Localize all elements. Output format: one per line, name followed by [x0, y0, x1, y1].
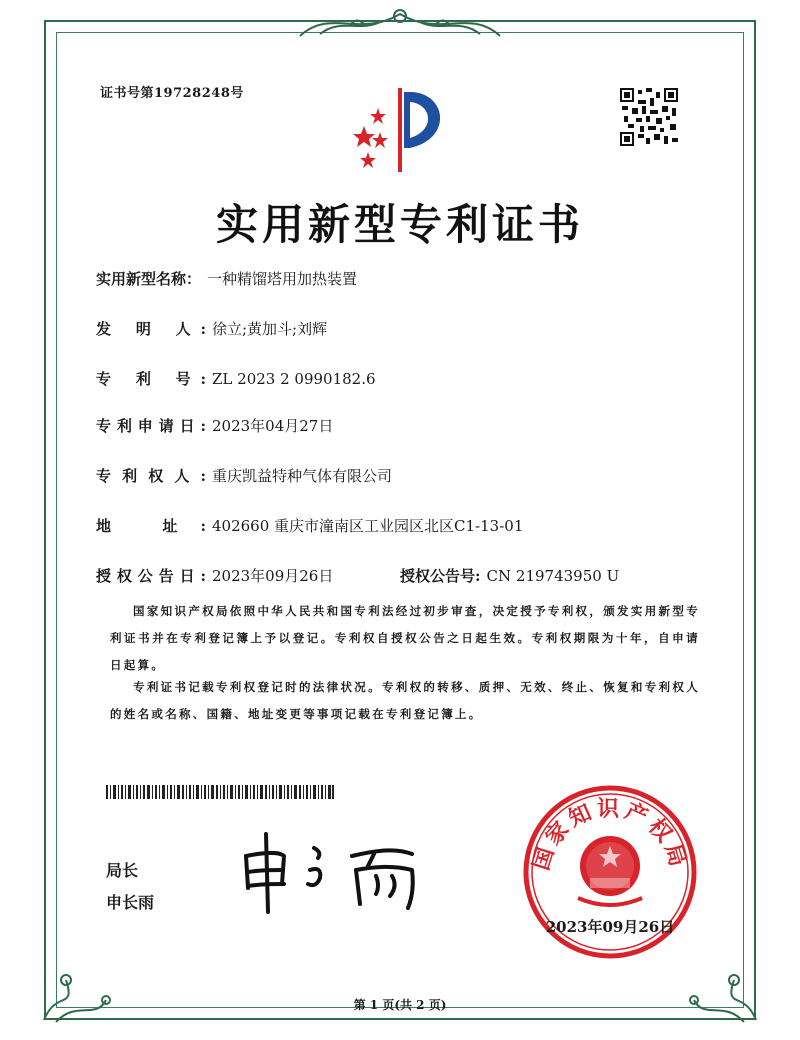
qr-code: [620, 88, 678, 146]
grant-date-label: 授权公告日:: [96, 567, 206, 585]
patent-number-row: [96, 368, 376, 389]
handwritten-signature: [236, 826, 436, 916]
patent-number-label: 专 利 号:: [96, 370, 206, 388]
utility-model-name-row: [96, 268, 357, 289]
address-value: 402660 重庆市潼南区工业园区北区C1-13-01: [212, 517, 524, 535]
director-title: 局长: [106, 861, 139, 880]
inventor-label: 发 明 人:: [96, 320, 206, 338]
patentee-row: [96, 465, 392, 486]
legal-status-paragraph: 专利证书记载专利权登记时的法律状况。专利权的转移、质押、无效、终止、恢复和专利权人的姓名或名称、国籍、地址变更等事项记载在专利登记簿上。: [110, 680, 700, 721]
seal-text: 国家知识产权局: [528, 797, 692, 874]
patentee-label: 专利权人:: [96, 467, 206, 485]
grant-publication-number-row: [400, 565, 619, 586]
filing-date-label: 专利申请日:: [96, 417, 206, 435]
grant-date-value: 2023年09月26日: [212, 567, 334, 585]
barcode: [106, 785, 334, 799]
inventor-value: 徐立;黄加斗;刘辉: [212, 320, 328, 338]
address-label: 地 址:: [96, 517, 206, 535]
bottom-right-floral-ornament: [684, 960, 764, 1030]
certificate-number: 证书号第19728248号: [100, 86, 244, 101]
patentee-value: 重庆凯益特种气体有限公司: [212, 467, 393, 485]
utility-model-name-label: 实用新型名称：: [96, 270, 202, 288]
seal-date: 2023年09月26日: [545, 918, 675, 936]
certificate-title: 实用新型专利证书: [215, 200, 584, 249]
utility-model-name-value: 一种精馏塔用加热装置: [207, 270, 358, 288]
grant-date-row: [96, 565, 333, 586]
grant-publication-number-label: 授权公告号:: [400, 567, 481, 585]
grant-statement-paragraph: 国家知识产权局依照中华人民共和国专利法经过初步审查，决定授予专利权，颁发实用新型专利证书并在专利登记簿上予以登记。专利权自授权公告之日起生效。专利权期限为十年，自申请日起算。: [110, 604, 700, 672]
bottom-left-floral-ornament: [36, 960, 116, 1030]
top-floral-ornament: [290, 4, 510, 44]
filing-date-value: 2023年04月27日: [212, 417, 334, 435]
director-name: 申长雨: [106, 893, 155, 912]
address-row: [96, 515, 523, 536]
inventor-row: [96, 318, 327, 339]
page-number: 第 1 页(共 2 页): [353, 998, 447, 1012]
grant-publication-number-value: CN 219743950 U: [486, 567, 620, 585]
filing-date-row: [96, 415, 333, 436]
cnipa-logo: [346, 78, 466, 178]
official-seal: [520, 782, 700, 962]
patent-number-value: ZL 2023 2 0990182.6: [212, 370, 376, 388]
